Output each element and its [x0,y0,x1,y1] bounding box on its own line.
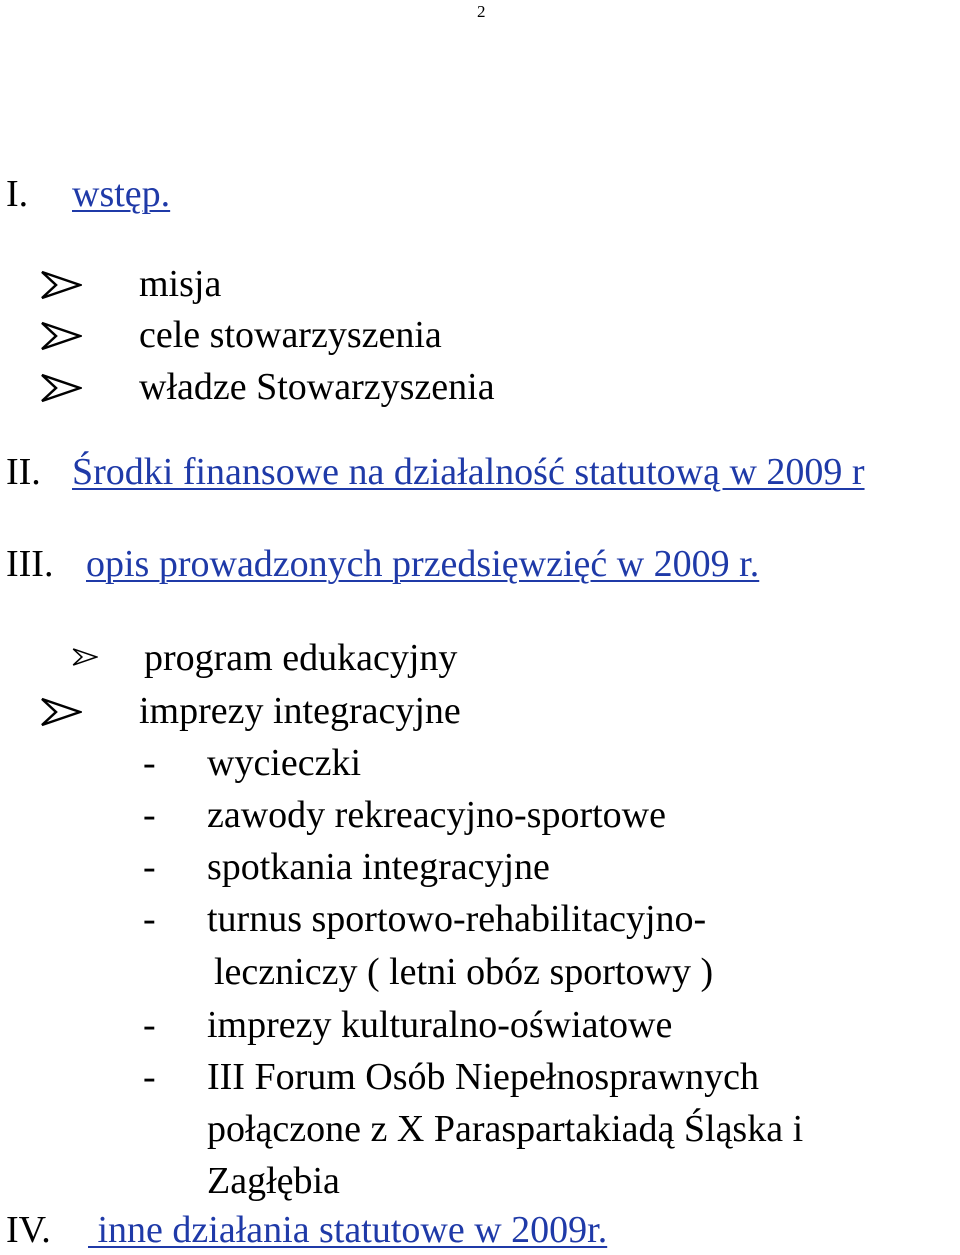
section-2-title-link[interactable]: Środki finansowe na działalność statutową w 2009 r [72,451,865,493]
arrow-bullet-icon [40,697,82,727]
dash-marker: - [143,898,156,940]
dash-marker: - [143,794,156,836]
arrow-bullet-icon [40,321,82,351]
sub-list-item: III Forum Osób Niepełnosprawnych [207,1056,759,1098]
sub-list-item: zawody rekreacyjno-sportowe [207,794,666,836]
section-1-title-link[interactable]: wstęp. [72,173,171,215]
sub-list-item: spotkania integracyjne [207,846,550,888]
dash-marker: - [143,1004,156,1046]
list-item: program edukacyjny [144,637,458,679]
list-item: imprezy integracyjne [139,690,461,732]
section-2-numeral: II. [6,451,41,493]
sub-list-item: turnus sportowo-rehabilitacyjno- [207,898,707,940]
arrow-bullet-icon [72,646,98,668]
section-3-title-link[interactable]: opis prowadzonych przedsięwzięć w 2009 r. [86,543,760,585]
sub-list-item-continuation: połączone z X Paraspartakiadą Śląska i [207,1108,804,1150]
list-item: cele stowarzyszenia [139,314,442,356]
dash-marker: - [143,742,156,784]
arrow-bullet-icon [40,373,82,403]
sub-list-item: imprezy kulturalno-oświatowe [207,1004,673,1046]
list-item: misja [139,263,222,305]
section-4-numeral: IV. [6,1209,51,1251]
dash-marker: - [143,846,156,888]
page-number: 2 [477,2,486,21]
section-4-title-link[interactable]: inne działania statutowe w 2009r. [88,1209,608,1251]
sub-list-item: wycieczki [207,742,362,784]
sub-list-item-continuation: Zagłębia [207,1160,340,1202]
section-3-numeral: III. [6,543,54,585]
arrow-bullet-icon [40,270,82,300]
dash-marker: - [143,1056,156,1098]
list-item: władze Stowarzyszenia [139,366,495,408]
sub-list-item-continuation: leczniczy ( letni obóz sportowy ) [214,951,714,993]
section-1-numeral: I. [6,173,29,215]
